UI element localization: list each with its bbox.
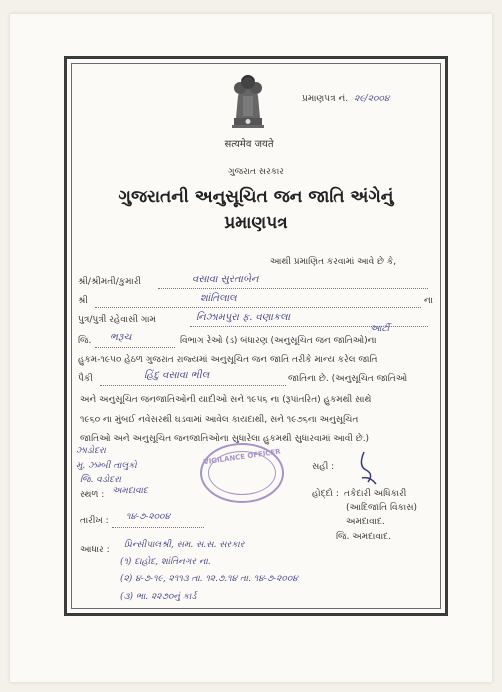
reference-3: (૩) ભા. ૨૨૭૦નું કાર્ડ xyxy=(120,592,197,602)
caste-value: હિંદુ વસાવા ભીલ xyxy=(144,370,210,381)
resident-value: નિઝામપુરા ફ. વણાકલા xyxy=(196,312,291,323)
place-value: અમદાવાદ xyxy=(112,486,148,496)
certificate-number-value: ૨૯/૨૦૦૪ xyxy=(354,94,390,104)
government-label: ગુજરાત સરકાર xyxy=(228,167,284,177)
national-emblem-icon xyxy=(226,68,270,134)
certificate-title: ગુજરાતની અનુસૂચિત જન જાતિ અંગેનું પ્રમાણપત્ર xyxy=(118,187,394,233)
caste-suffix: જાતિના છે. (અનુસૂચિત જાતિઓ xyxy=(288,374,408,384)
address-top: ઝાડોદરા xyxy=(76,446,106,456)
designation-value: તકેદારી અધિકારી xyxy=(344,489,407,499)
order-text: હુકમ-૧૯૫૦ હેઠળ ગુજરાત રાજ્યમાં અનુસૂચિત જન જાતિ તરીકે માન્ય કરેલ જાતિ xyxy=(78,355,378,365)
official-stamp: VIGILANCE OFFICER xyxy=(200,443,284,503)
father-label: શ્રી xyxy=(78,296,88,306)
intro-text: આથી પ્રમાણિત કરવામાં આવે છે કે, xyxy=(270,257,397,267)
date-label: તારીખ : xyxy=(80,516,109,526)
name-value: વસાવા સુરતાબેન xyxy=(192,274,259,285)
address-line1: મુ. ઝમ્બી તાલુકો xyxy=(76,461,137,471)
reference-0: પ્રિન્સીપાલશ્રી, સમ. સ.સ. સરકાર xyxy=(124,540,245,550)
city: અમદાવાદ. xyxy=(346,517,385,527)
date-value: ૧૪-૭-૨૦૦૪ xyxy=(126,512,171,522)
department: (આદિજાતિ વિકાસ) xyxy=(346,503,418,513)
national-motto: सत्यमेव जयते xyxy=(224,139,274,150)
resident-label: પુત્ર/પુત્રી રહેવાસી ગામ xyxy=(78,315,156,325)
name-label: શ્રી/શ્રીમતી/કુમારી xyxy=(78,277,141,287)
district-value: ભરૂચ xyxy=(110,332,132,343)
signature-mark-icon xyxy=(352,448,382,488)
father-suffix: ના xyxy=(424,296,433,306)
references-label: આધાર : xyxy=(80,545,110,555)
district-label: જિ. xyxy=(78,336,92,346)
legal-paragraph: અને અનુસૂચિત જનજાતિઓની યાદીઓ સને ૧૯૫૬ ના (રૂપાંતરિત) હુકમથી સાથે ૧૯૬૦ ના મુંબઈ નવેસરથી ઘડવામાં આવેલ કાયદાથી, સને ૧૯૭૬ના અનુસૂચિત જાતિઓ અને અનુસૂચિત જનજાતિઓના સુધારેલા હુકમથી સુધારવામાં આવી છે.) xyxy=(80,395,372,444)
section-value: આર્ટી xyxy=(370,324,390,334)
address-line2: જિ. વડોદરા xyxy=(80,475,121,485)
district-footer: જિ. અમદાવાદ. xyxy=(336,532,392,542)
caste-label: પૈકી xyxy=(78,374,93,384)
certificate-number: પ્રમાણપત્ર નં. ૨૯/૨૦૦૪ xyxy=(302,94,390,104)
place-label: સ્થળ : xyxy=(80,490,105,500)
reference-2: (૨) ૪-૭-૧૯, ૨૧૧૩ તા. ૧૨.૭.૧૪ તા. ૧૪-૭-૨૦૦૪ xyxy=(120,574,298,584)
designation-label: હોદ્દો : xyxy=(312,489,339,499)
reference-1: (૧) દાહોદ, શાંતિનગર ના. xyxy=(120,557,211,567)
signature-label: સહી : xyxy=(312,462,335,472)
constitution-section: વિભાગ રેઓ (ડ) બંધારણ (અનુસૂચિત જન જાતિઓ)ના xyxy=(180,336,377,346)
father-value: શાંતિલાલ xyxy=(200,293,237,304)
